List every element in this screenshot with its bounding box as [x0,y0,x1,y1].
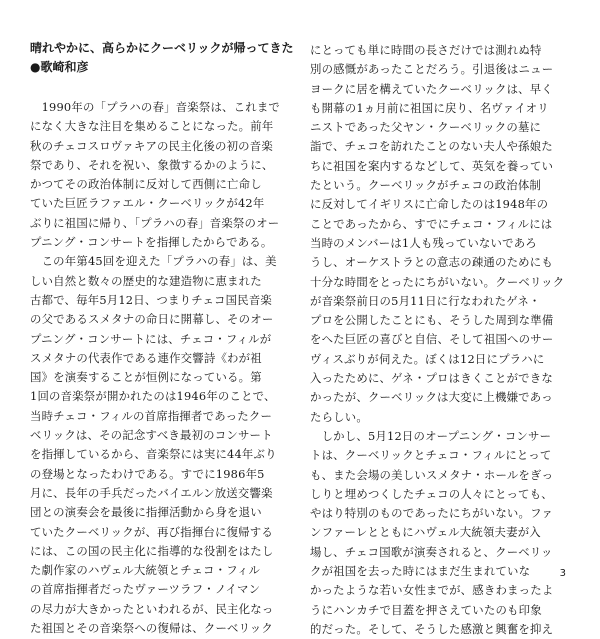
text-line: の尽力が大きかったといわれるが、民主化なっ [30,601,274,616]
text-line: 入ったために、ゲネ・プロはきくことができな [310,371,553,386]
right-body-text-part1 [310,41,574,427]
text-line: の首席指揮者だったヴァーツラフ・ノイマン [30,582,261,597]
right-column [310,41,574,639]
text-line: も開幕の1ヵ月前に祖国に戻り、名ヴァイオリ [310,100,549,115]
text-line: ていたクーベリックが、再び指揮台に復帰する [30,524,273,539]
text-line: プロを公開したことにも、そうした周到な準備 [310,313,554,328]
text-line: やはり特別のものであったにちがいない。ファ [310,506,554,521]
text-line: ことであったから、すでにチェコ・フィルには [310,216,553,231]
text-line: たらしい。 [310,409,368,424]
text-line: うにハンカチで目蓋を押さえていたのも印象 [310,602,542,617]
text-line: になく大きな注目を集めることになった。前年 [30,119,274,134]
text-line: かつてその政治体制に反対して西側に亡命し [30,177,262,192]
text-line: ていた巨匠ラファエル・クーベリックが42年 [30,196,265,211]
article-title: 晴れやかに、高らかにクーベリックが帰ってきた [30,41,294,55]
text-line: 十分な時間をとったにちがいない。クーベリック [310,274,565,289]
text-line: トは、クーベリックとチェコ・フィルにとって [310,448,552,463]
right-body-text-part2 [310,427,574,639]
article-author: ●歌崎和彦 [30,60,89,74]
text-line: 祭であり、それを祝い、象徴するかのように、 [30,157,274,172]
text-line: には、この国の民主化に指導的な役割をはたし [30,543,274,558]
text-line: 古都で、毎年5月12日、つまりチェコ国民音楽 [30,292,272,307]
text-line: 当時のメンバーは1人も残っていないであろ [310,235,537,250]
text-line: の登場となったわけである。すでに1986年5 [30,466,265,481]
text-line: しい自然と数々の歴史的な建造物に恵まれた [30,273,262,288]
text-line: スメタナの代表作である連作交響詩《わが祖 [30,350,262,365]
text-line: プニング・コンサートには、チェコ・フィルが [30,331,272,346]
text-line: ぶりに祖国に帰り、「プラハの春」音楽祭のオー [30,215,280,230]
text-line: 月に、長年の手兵だったバイエルン放送交響楽 [30,485,273,500]
text-line: かったような若い女性までが、感きわまったよ [310,583,554,598]
text-line: を指揮しているから、音楽祭には実に44年ぶり [30,447,277,462]
text-line: 的だった。そして、そうした感激と興奮を抑え [310,621,554,636]
text-line: 詣で、チェコを訪れたことのない夫人や孫娘た [310,139,553,154]
text-line: ベリックは、その記念すべき最初のコンサート [30,428,273,443]
text-line: しかし、5月12日のオープニング・コンサー [310,428,552,443]
text-line: たという。クーベリックがチェコの政治体制 [310,178,542,193]
text-line: 場し、チェコ国歌が演奏されると、クーベリッ [310,544,553,559]
text-line: 当時チェコ・フィルの首席指揮者であったクー [30,408,273,423]
text-line: にとっても単に時間の長さだけでは測れぬ特 [310,43,542,57]
text-line: プニング・コンサートを指揮したからである。 [30,235,273,250]
text-line: の父であるスメタナの命日に開幕し、そのオー [30,312,274,327]
text-line: 国》を演奏することが恒例になっている。第 [30,370,262,385]
text-line: をへた巨匠の喜びと自信、そして祖国へのサー [310,332,554,347]
text-line: ニストであった父ヤン・クーベリックの墓に [310,120,542,135]
text-line: 別の感慨があったことだろう。引退後はニュー [310,62,554,77]
text-line: この年第45回を迎えた「プラハの春」は、美 [30,254,277,269]
text-line: ヨークに居を構えていたクーベリックは、早く [310,81,553,96]
text-line: 1990年の「プラハの春」音楽祭は、これまで [30,100,281,114]
text-line: が音楽祭前日の5月11日に行なわれたゲネ・ [310,293,541,308]
text-line: 団との演奏会を最後に指揮活動から身を退い [30,505,262,520]
text-line: しりと埋めつくしたチェコの人々にとっても、 [310,486,553,501]
text-line: も、また会場の美しいスメタナ・ホールをぎっ [310,467,554,482]
text-line: ンファーレとともにハヴェル大統領夫妻が入 [310,525,541,540]
text-line: に反対してイギリスに亡命したのは1948年の [310,197,549,212]
text-line: かったが、クーベリックは大変に上機嫌であっ [310,390,553,405]
text-line: クが祖国を去った時にはまだ生まれていな [310,564,531,579]
text-line: 1回の音楽祭が開かれたのは1946年のことで、 [30,389,276,404]
text-line: ヴィスぶりが伺えた。ぼくは12日にプラハに [310,351,545,366]
text-line: た劇作家のハヴェル大統領とチェコ・フィル [30,563,261,578]
page-number: 3 [559,568,566,579]
text-line: 秋のチェコスロヴァキアの民主化後の初の音楽 [30,138,273,153]
left-column [30,39,294,638]
left-body-text [30,98,294,638]
text-line: うし、オーケストラとの意志の疎通のためにも [310,255,553,270]
text-line: ちに祖国を案内するなどして、英気を養ってい [310,158,554,173]
text-line: た祖国とその音楽祭への復帰は、クーベリック [30,621,273,636]
